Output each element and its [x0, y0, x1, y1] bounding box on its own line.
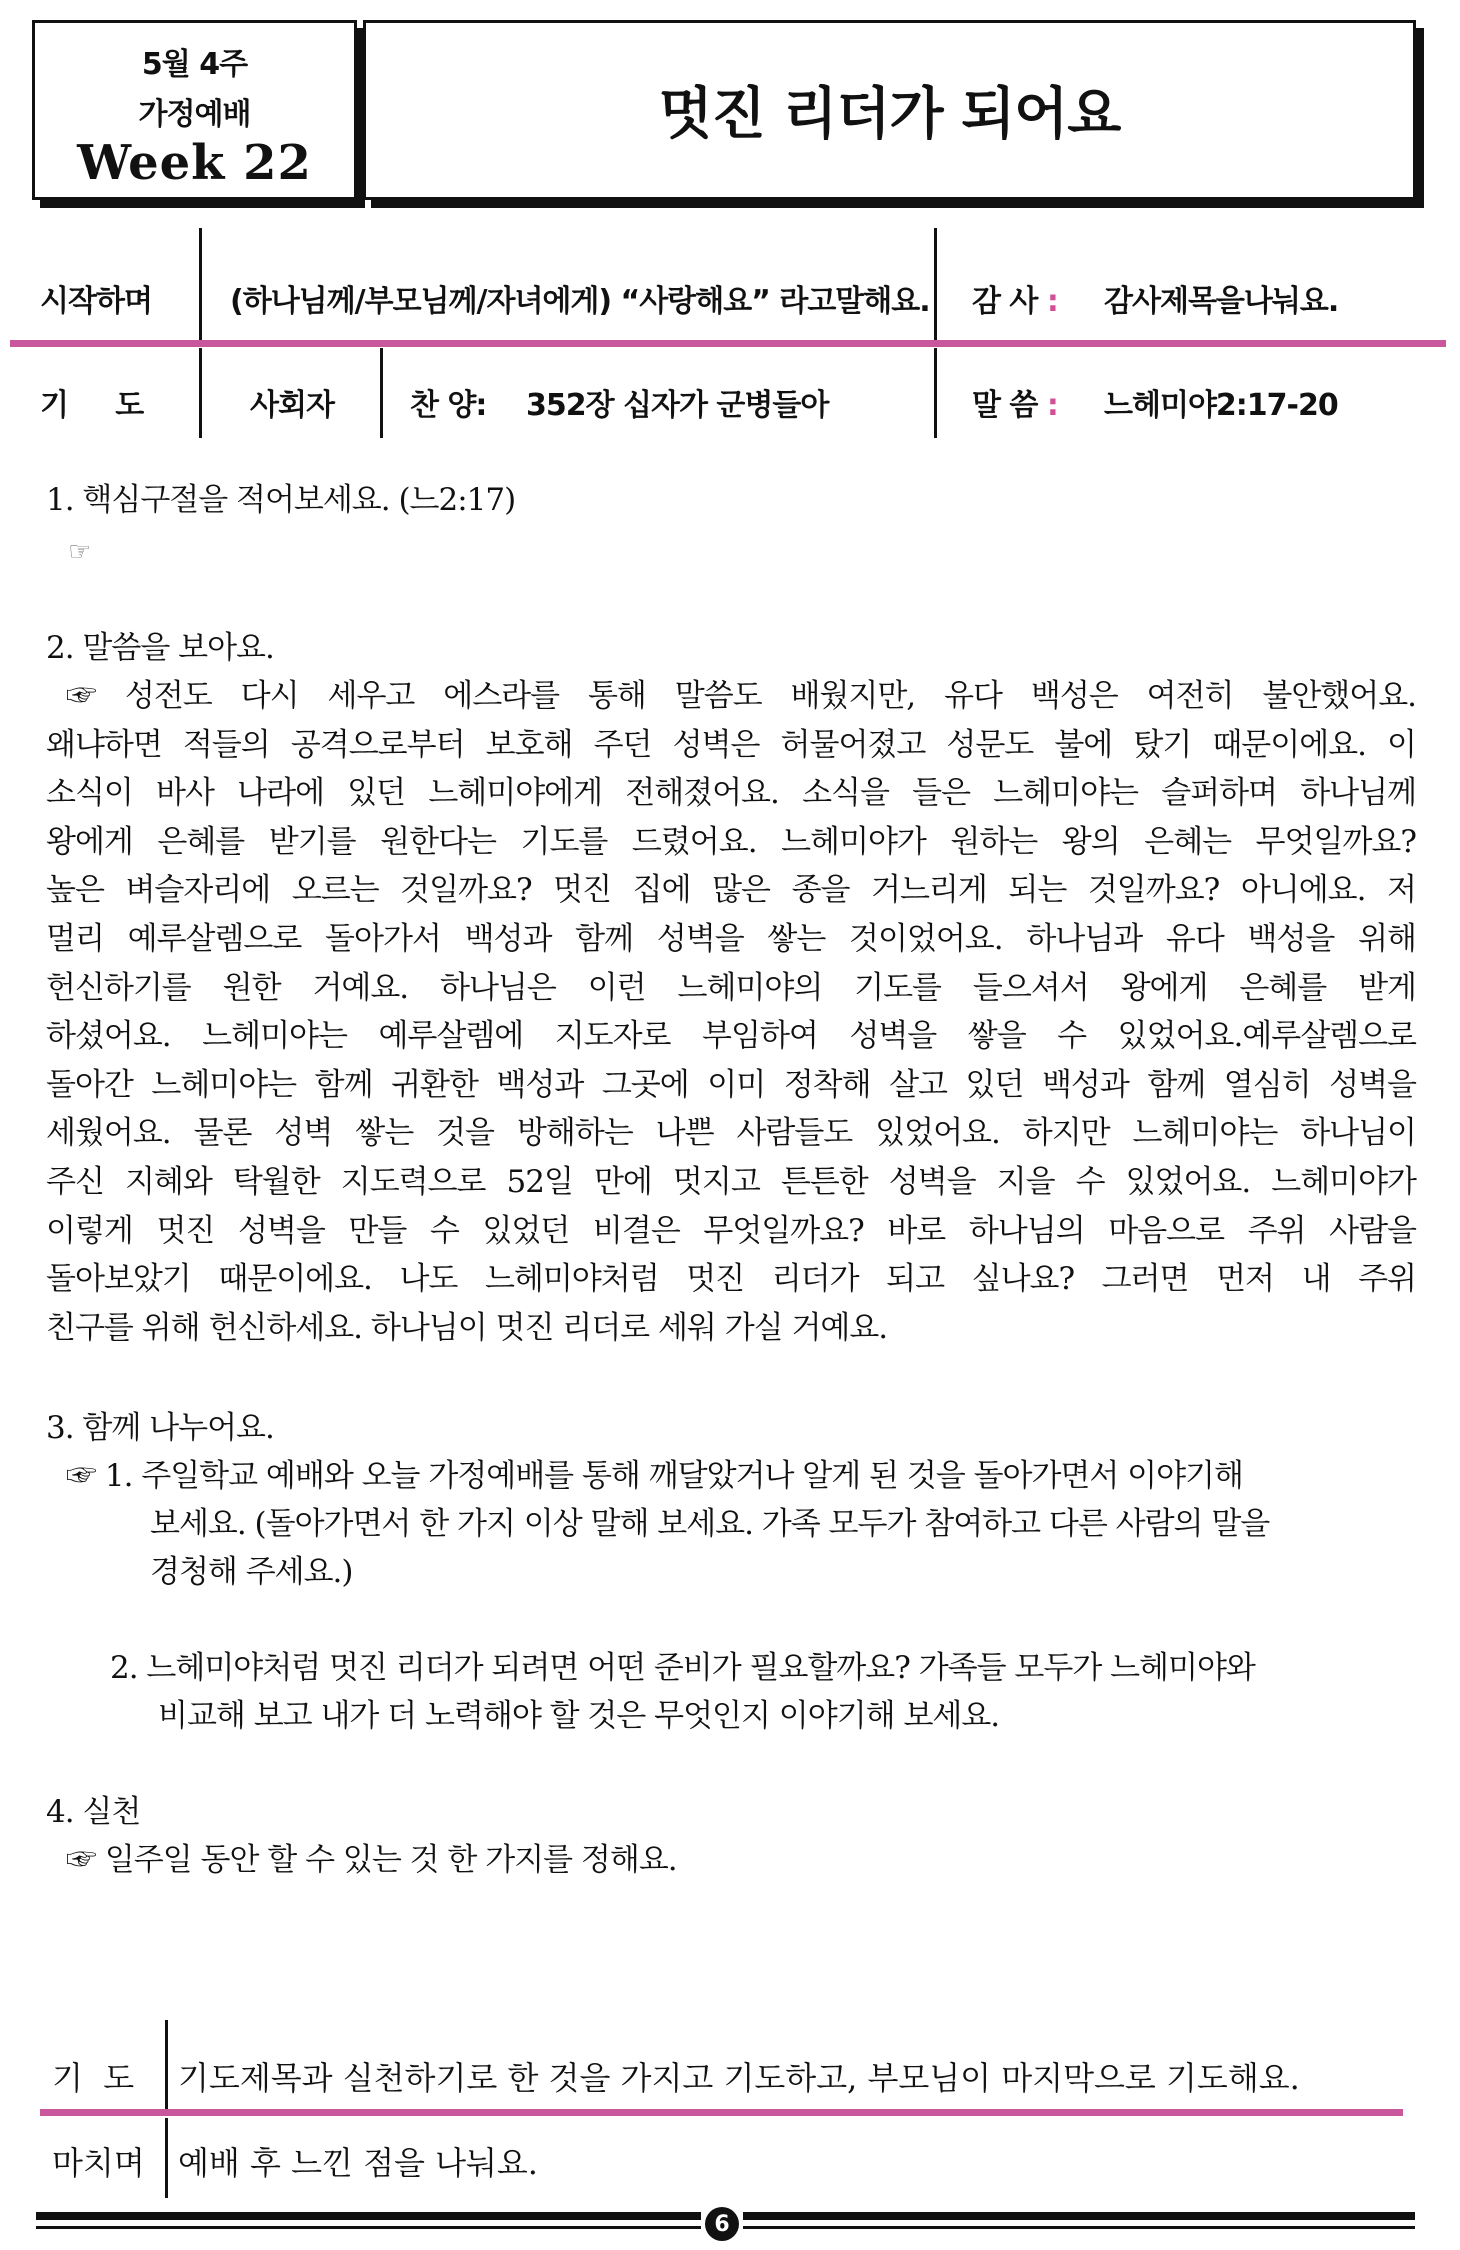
- table-divider: [199, 348, 202, 438]
- word-text: 느헤미야2:17-20: [1104, 388, 1338, 423]
- week-date: 5월 4주: [141, 47, 248, 82]
- bottom-rule: [743, 2212, 1415, 2220]
- thanks-label: 감 사 :: [972, 284, 1058, 319]
- table-divider: [380, 348, 383, 438]
- table-divider: [199, 228, 202, 343]
- table-divider: [934, 228, 937, 343]
- body-line: 왜냐하면 적들의 공격으로부터 보호해 주던 성벽은 허물어졌고 성문도 불에 탔기 때문이에요. 이: [46, 726, 1416, 763]
- page-title: 멋진 리더가 되어요: [658, 82, 1121, 147]
- word-label: 말 씀 :: [972, 388, 1058, 423]
- body-line: 세웠어요. 물론 성벽 쌓는 것을 방해하는 나쁜 사람들도 있었어요. 하지만 느헤미야는 하나님이: [46, 1115, 1416, 1152]
- closing-label: 마치며: [52, 2144, 145, 2182]
- closing-text: 예배 후 느낀 점을 나눠요.: [178, 2144, 538, 2182]
- week-type: 가정예배: [138, 97, 251, 132]
- question-line: 2. 느헤미야처럼 멋진 리더가 되려면 어떤 준비가 필요할까요? 가족들 모두가 느헤미야와: [110, 1650, 1255, 1686]
- start-text: (하나님께/부모님께/자녀에게) “사랑해요” 라고말해요.: [230, 284, 930, 319]
- footer-divider: [165, 2118, 168, 2198]
- hymn-label: 찬 양:: [410, 388, 487, 423]
- section-3-title: 3. 함께 나누어요.: [46, 1410, 274, 1446]
- page-number: 6: [705, 2207, 739, 2241]
- body-line: 왕에게 은혜를 받기를 원한다는 기도를 드렸어요. 느헤미야가 원하는 왕의 은혜는 무엇일까요?: [46, 823, 1416, 860]
- body-line: 주신 지혜와 탁월한 지도력으로 52일 만에 멋지고 튼튼한 성벽을 지을 수 있었어요. 느헤미야가: [46, 1164, 1416, 1200]
- section-2-title: 2. 말씀을 보아요.: [46, 630, 274, 666]
- bottom-rule: [36, 2212, 701, 2220]
- section-4-title: 4. 실천: [46, 1794, 141, 1830]
- question-line: 비교해 보고 내가 더 노력해야 할 것은 무엇인지 이야기해 보세요.: [158, 1698, 1000, 1734]
- footer-divider: [165, 2020, 168, 2110]
- question-line: ☞ 1. 주일학교 예배와 오늘 가정예배를 통해 깨달았거나 알게 된 것을 돌아가면서 이야기해: [66, 1458, 1243, 1494]
- body-line: 멀리 예루살렘으로 돌아가서 백성과 함께 성벽을 쌓는 것이었어요. 하나님과 유다 백성을 위해: [46, 921, 1416, 957]
- footer-prayer-label: 기 도: [52, 2059, 135, 2097]
- body-line: 친구를 위해 헌신하세요. 하나님이 멋진 리더로 세워 가실 거예요.: [46, 1309, 888, 1346]
- title-box: [363, 20, 1416, 200]
- body-line: 돌아간 느헤미야는 함께 귀환한 백성과 그곳에 이미 정착해 살고 있던 백성과 함께 열심히 성벽을: [46, 1066, 1416, 1103]
- bottom-rule: [743, 2226, 1415, 2229]
- week-box: [32, 20, 357, 200]
- pink-divider: [40, 2109, 1403, 2116]
- section-1-title: 1. 핵심구절을 적어보세요. (느2:17): [46, 482, 516, 518]
- table-divider: [934, 348, 937, 438]
- week-number: Week 22: [77, 135, 312, 191]
- prayer-label: 기 도: [40, 388, 144, 423]
- question-line: 경청해 주세요.): [150, 1554, 353, 1590]
- body-line: 하셨어요. 느헤미야는 예루살렘에 지도자로 부임하여 성벽을 쌓을 수 있었어요.예루살렘으로: [46, 1018, 1416, 1055]
- leader-label: 사회자: [250, 388, 334, 423]
- practice-text: ☞ 일주일 동안 할 수 있는 것 한 가지를 정해요.: [66, 1842, 677, 1878]
- body-line: 이렇게 멋진 성벽을 만들 수 있었던 비결은 무엇일까요? 바로 하나님의 마음으로 주위 사람을: [46, 1212, 1416, 1249]
- footer-prayer-text: 기도제목과 실천하기로 한 것을 가지고 기도하고, 부모님이 마지막으로 기도해요.: [178, 2059, 1300, 2097]
- body-line: 소식이 바사 나라에 있던 느헤미야에게 전해졌어요. 소식을 들은 느헤미야는 슬퍼하며 하나님께: [46, 775, 1416, 812]
- question-line: 보세요. (돌아가면서 한 가지 이상 말해 보세요. 가족 모두가 참여하고 다른 사람의 말을: [150, 1506, 1270, 1542]
- pink-divider: [10, 340, 1446, 347]
- body-line: 헌신하기를 원한 거예요. 하나님은 이런 느헤미야의 기도를 들으셔서 왕에게 은혜를 받게: [46, 969, 1416, 1006]
- body-line: ☞ 성전도 다시 세우고 에스라를 통해 말씀도 배웠지만, 유다 백성은 여전히 불안했어요.: [66, 678, 1416, 714]
- body-line: 높은 벼슬자리에 오르는 것일까요? 멋진 집에 많은 종을 거느리게 되는 것일까요? 아니에요. 저: [46, 872, 1416, 909]
- hymn-text: 352장 십자가 군병들아: [526, 388, 829, 423]
- thanks-text: 감사제목을나눠요.: [1104, 284, 1339, 319]
- start-label: 시작하며: [40, 284, 152, 319]
- bottom-rule: [36, 2226, 701, 2229]
- body-line: 돌아보았기 때문이에요. 나도 느헤미야처럼 멋진 리더가 되고 싶나요? 그러면 먼저 내 주위: [46, 1261, 1416, 1298]
- pointer-icon: ☞: [68, 537, 91, 567]
